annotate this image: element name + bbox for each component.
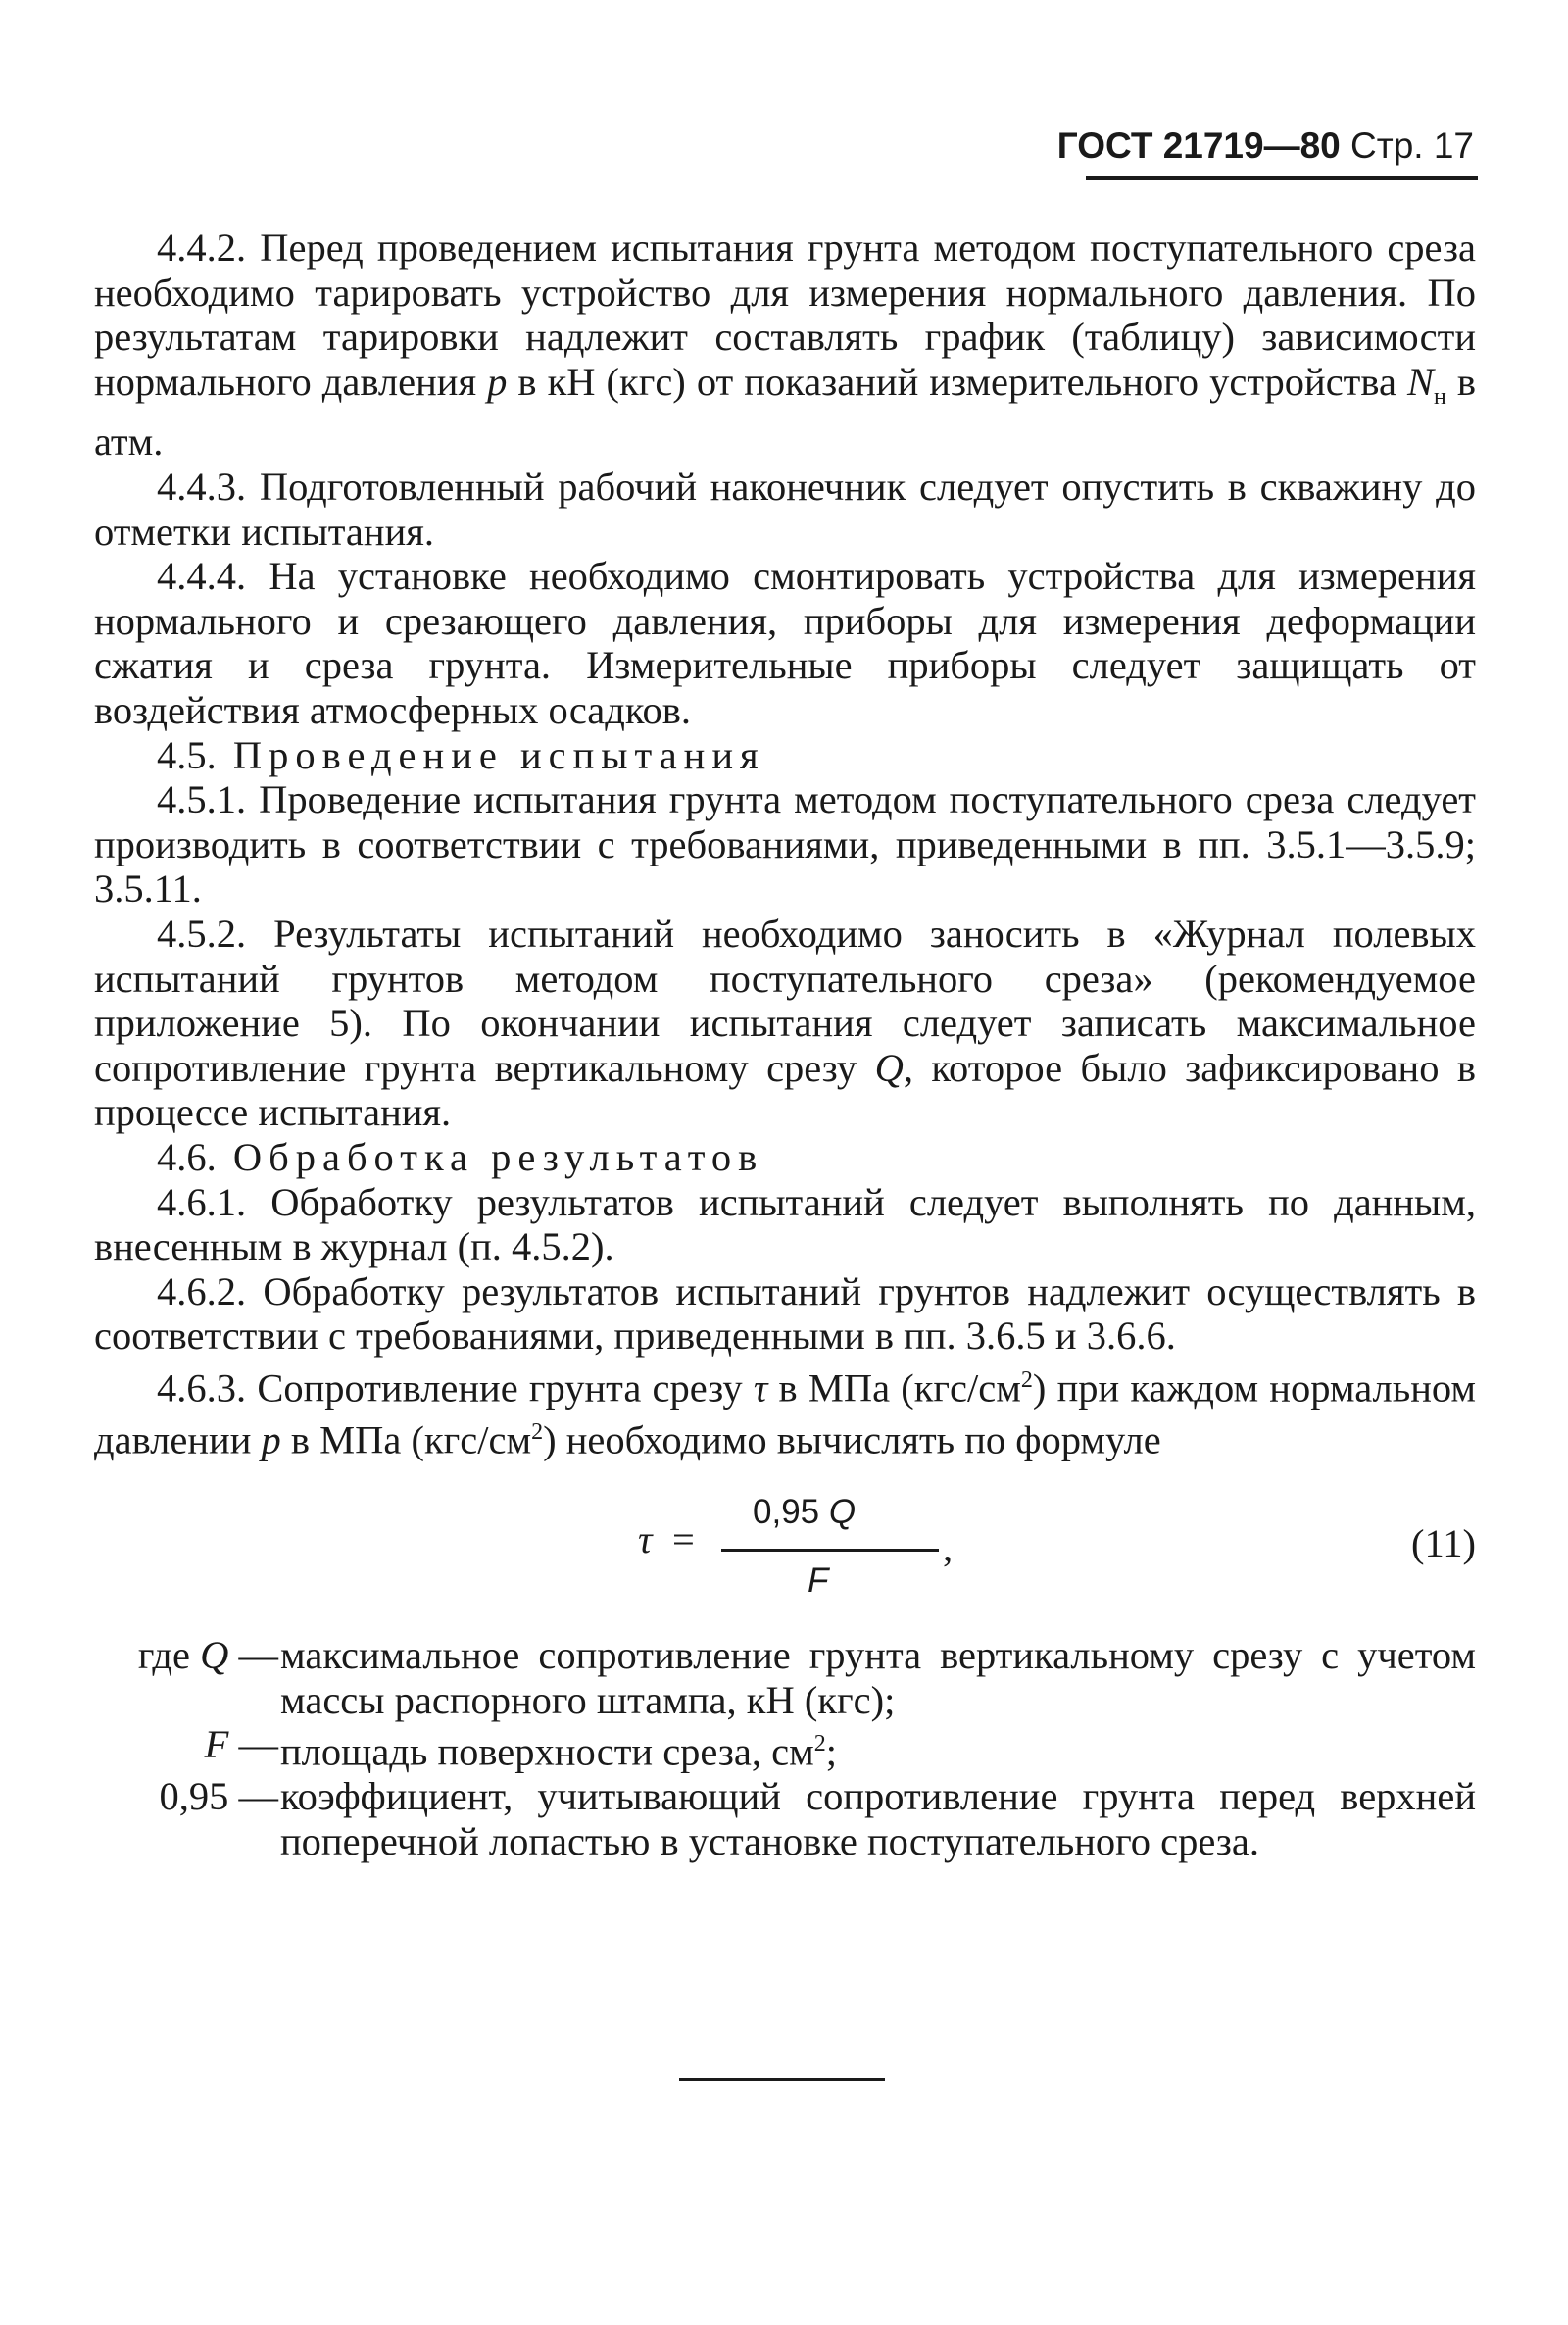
definition-coefficient (94, 1774, 1476, 1863)
formula-numerator: 0,95 Q (753, 1493, 857, 1532)
section-heading-4-5: 4.5. Проведение испытания (157, 732, 765, 777)
paragraph-4-6-1: 4.6.1. Обработку результатов испытаний следует выполнять по данным, внесенным в журнал (п. 4.5.2). (94, 1179, 1476, 1269)
definition-q (94, 1633, 1476, 1722)
formula-equals: = (672, 1517, 695, 1562)
formula-number: (11) (1411, 1521, 1476, 1566)
definition-term: F — (204, 1722, 278, 1767)
definitions-list (94, 1633, 1476, 1863)
definition-f (94, 1722, 1476, 1774)
paragraph-4-5-1: 4.5.1. Проведение испытания грунта методом поступательного среза следует производить в соответствии с требованиями, приведенными в пп. 3.5.1—3.5.9; 3.5.11. (94, 777, 1476, 912)
document-body (94, 225, 1476, 1864)
header-rule (1086, 176, 1478, 180)
definition-term: 0,95 — (159, 1774, 278, 1819)
formula-lhs: τ (638, 1517, 653, 1562)
paragraph-4-4-4: 4.4.4. На установке необходимо смонтировать устройства для измерения нормального и срезающего давления, приборы для измерения деформации сжатия и среза грунта. Измерительные приборы следует защищать от воздействия атмосферных осадков. (94, 554, 1476, 733)
fraction-bar (721, 1549, 939, 1552)
paragraph-4-5-2: 4.5.2. Результаты испытаний необходимо заносить в «Журнал полевых испытаний грунтов методом поступательного среза» (рекомендуемое приложение 5). По окончании испытания следует записать максимальное сопротивление грунта вертикальному срезу Q, которое было зафиксировано в процессе испытания. (94, 912, 1476, 1135)
paragraph-4-6-2: 4.6.2. Обработку результатов испытаний грунтов надлежит осуществлять в соответствии с требованиями, приведенными в пп. 3.6.5 и 3.6.6. (94, 1268, 1476, 1359)
formula-comma: , (943, 1525, 954, 1570)
paragraph-4-4-2: 4.4.2. Перед проведением испытания грунта методом поступательного среза необходимо тарировать устройство для измерения нормального давления. По результатам тарировки надлежит составлять график (таблицу) зависимости нормального давления p в кН (кгс) от показаний измерительного устройства $N_н$ в атм. (94, 225, 1477, 465)
definition-text: максимальное сопротивление грунта вертикальному срезу с учетом массы распорного штампа, кН (кгс); (280, 1633, 1476, 1722)
page-header (1057, 125, 1474, 167)
definition-term: где Q — (137, 1633, 278, 1678)
paragraph-4-6-3: 4.6.3. Сопротивление грунта срезу τ в МПа $(кгс/см^2)$ при каждом нормальном давлении p в МПа $(кгс/см^2)$ необходимо вычислять по формуле (94, 1365, 1477, 1462)
definition-text: коэффициент, учитывающий сопротивление грунта перед верхней поперечной лопастью в установке поступательного среза. (280, 1774, 1476, 1863)
formula-11 (94, 1472, 1476, 1629)
gost-designation: ГОСТ 21719—80 (1056, 125, 1341, 166)
end-rule (679, 2078, 885, 2081)
paragraph-4-4-3: 4.4.3. Подготовленный рабочий наконечник следует опустить в скважину до отметки испытания. (94, 465, 1476, 554)
formula-denominator: F (808, 1561, 829, 1601)
section-heading-4-6: 4.6. Обработка результатов (157, 1134, 764, 1179)
definition-text: площадь поверхности среза, $см^2$; (280, 1729, 837, 1774)
page-number: Стр. 17 (1350, 125, 1474, 166)
